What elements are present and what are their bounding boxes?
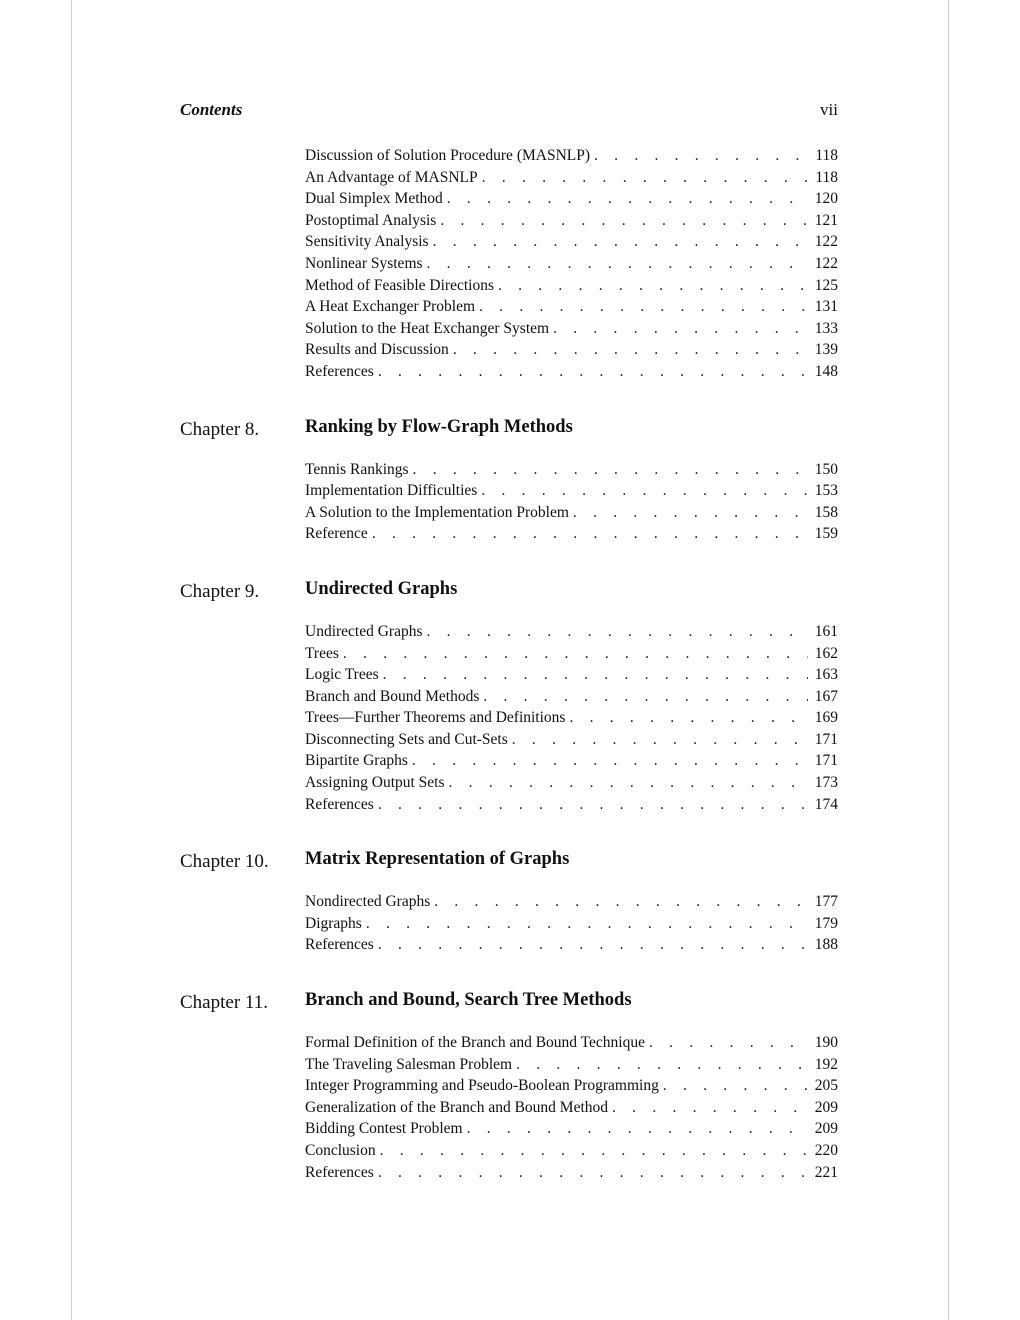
chapter-entries (305, 623, 838, 817)
chapter-heading (180, 990, 838, 1018)
chapter-title: Branch and Bound, Search Tree Methods (305, 990, 632, 1011)
toc-entry-page-number: 121 (814, 211, 838, 229)
dot-leader (663, 1077, 808, 1095)
toc-entry-title: Assigning Output Sets (305, 774, 445, 792)
toc-entry (305, 482, 838, 504)
toc-entry (305, 212, 838, 234)
dot-leader (366, 915, 808, 933)
chapter-label: Chapter 10. (180, 851, 269, 873)
chapter-title: Matrix Representation of Graphs (305, 849, 570, 870)
toc-entry (305, 341, 838, 363)
toc-entry (305, 363, 838, 385)
running-header (180, 100, 838, 124)
toc-entry (305, 504, 838, 526)
toc-entry-title: Digraphs (305, 914, 362, 932)
dot-leader (447, 190, 808, 208)
toc-entry-title: A Heat Exchanger Problem (305, 298, 476, 316)
toc-entry-page-number: 188 (814, 936, 838, 954)
toc-entry (305, 277, 838, 299)
toc-entry-page-number: 122 (814, 254, 838, 272)
dot-leader (553, 320, 808, 338)
toc-entry-title: Nonlinear Systems (305, 254, 423, 272)
dot-leader (343, 645, 808, 663)
toc-entry (305, 525, 838, 547)
toc-entry-page-number: 139 (814, 341, 838, 359)
toc-entry-title: Bidding Contest Problem (305, 1120, 463, 1138)
toc-entry-title: Bipartite Graphs (305, 752, 408, 770)
toc-entry-title: Implementation Difficulties (305, 482, 478, 500)
dot-leader (573, 504, 808, 522)
toc-entry (305, 147, 838, 169)
toc-entry-title: Trees (305, 644, 339, 662)
dot-leader (483, 688, 808, 706)
toc-entry-title: References (305, 362, 374, 380)
toc-entry (305, 623, 838, 645)
dot-leader (453, 341, 808, 359)
toc-entry-page-number: 131 (814, 298, 838, 316)
toc-entry-page-number: 161 (814, 622, 838, 640)
toc-entry (305, 1034, 838, 1056)
dot-leader (372, 525, 808, 543)
toc-entry-page-number: 205 (814, 1077, 838, 1095)
toc-entry-page-number: 118 (815, 147, 838, 164)
toc-entry-title: Generalization of the Branch and Bound Method (305, 1098, 609, 1116)
toc-entry (305, 688, 838, 710)
toc-entry-page-number: 169 (814, 709, 838, 727)
chapter-heading (180, 849, 838, 877)
toc-entry-page-number: 167 (814, 687, 838, 705)
dot-leader (569, 709, 808, 727)
page-edge-right (948, 0, 949, 1320)
dot-leader (612, 1099, 808, 1117)
toc-entry-title: Conclusion (305, 1142, 376, 1159)
chapter-entries (305, 893, 838, 958)
toc-entry-title: A Solution to the Implementation Problem (305, 503, 569, 521)
toc-entry-page-number: 209 (814, 1120, 838, 1138)
dot-leader (378, 363, 808, 381)
toc-entry-title: The Traveling Salesman Problem (305, 1055, 513, 1073)
chapter-title: Undirected Graphs (305, 578, 458, 599)
toc-entry-title: References (305, 1163, 374, 1181)
toc-entry-title: Nondirected Graphs (305, 893, 431, 911)
toc-entry (305, 190, 838, 212)
toc-entry-page-number: 171 (814, 730, 838, 748)
dot-leader (594, 147, 808, 165)
toc-entry (305, 1164, 838, 1186)
dot-leader (427, 255, 808, 273)
toc-entry-page-number: 221 (814, 1163, 838, 1181)
toc-entry-page-number: 158 (814, 503, 838, 521)
dot-leader (412, 752, 808, 770)
toc-entry-page-number: 162 (814, 644, 838, 662)
toc-entry (305, 774, 838, 796)
toc-entry-page-number: 125 (814, 276, 838, 294)
running-header-title: Contents (180, 100, 243, 119)
page-edge-left (71, 0, 72, 1320)
continued-entries (305, 147, 838, 385)
dot-leader (378, 796, 808, 814)
toc-entry (305, 796, 838, 818)
toc-entry-page-number: 148 (814, 362, 838, 380)
toc-entry-page-number: 150 (814, 460, 838, 478)
toc-entry-title: Integer Programming and Pseudo-Boolean Programming (305, 1077, 659, 1095)
chapter-entries (305, 461, 838, 547)
toc-entry (305, 709, 838, 731)
toc-entry-title: References (305, 936, 374, 954)
dot-leader (482, 169, 808, 187)
toc-entry (305, 169, 838, 191)
toc-entry (305, 461, 838, 483)
dot-leader (498, 277, 808, 295)
toc-entry-title: Reference (305, 525, 368, 543)
toc-entry-title: Logic Trees (305, 666, 379, 684)
dot-leader (427, 623, 809, 641)
toc-entry-title: Tennis Rankings (305, 460, 409, 478)
toc-entry-page-number: 118 (815, 168, 838, 186)
dot-leader (378, 1164, 808, 1182)
dot-leader (434, 893, 808, 911)
dot-leader (449, 774, 808, 792)
toc-entry (305, 320, 838, 342)
toc-entry-page-number: 163 (814, 666, 838, 684)
toc-entry (305, 298, 838, 320)
toc-entry-page-number: 174 (814, 795, 838, 813)
toc-entry-page-number: 192 (814, 1055, 838, 1073)
toc-entry-page-number: 122 (814, 233, 838, 251)
toc-entry-title: An Advantage of MASNLP (305, 168, 478, 186)
toc-entry-page-number: 179 (814, 914, 838, 932)
dot-leader (649, 1034, 808, 1052)
toc-entry-page-number: 120 (814, 190, 838, 208)
toc-entry-page-number: 173 (814, 774, 838, 792)
toc-entry-page-number: 177 (814, 893, 838, 911)
chapter-title: Ranking by Flow-Graph Methods (305, 416, 573, 437)
dot-leader (433, 233, 808, 251)
toc-entry-page-number: 133 (814, 319, 838, 337)
toc-entry-title: Solution to the Heat Exchanger System (305, 319, 550, 337)
toc-entry-title: Sensitivity Analysis (305, 233, 429, 251)
chapter-label: Chapter 11. (180, 992, 268, 1014)
toc-entry-title: Branch and Bound Methods (305, 687, 480, 705)
chapter-label: Chapter 9. (180, 580, 260, 602)
toc-entry (305, 1120, 838, 1142)
toc-entry (305, 1077, 838, 1099)
toc-entry-title: Undirected Graphs (305, 622, 423, 640)
toc-entry (305, 1056, 838, 1078)
dot-leader (413, 461, 808, 479)
toc-entry-page-number: 190 (814, 1034, 838, 1052)
dot-leader (378, 936, 808, 954)
toc-entry-title: References (305, 795, 374, 813)
chapter-heading (180, 579, 838, 607)
dot-leader (440, 212, 808, 230)
toc-entry (305, 1099, 838, 1121)
toc-entry (305, 666, 838, 688)
dot-leader (516, 1056, 808, 1074)
toc-entry-page-number: 171 (814, 752, 838, 770)
toc-entry-title: Disconnecting Sets and Cut-Sets (305, 730, 508, 748)
toc-entry-title: Postoptimal Analysis (305, 211, 437, 229)
toc-entry (305, 915, 838, 937)
running-header-page-number: vii (820, 100, 838, 119)
dot-leader (467, 1120, 808, 1138)
toc-entry-title: Formal Definition of the Branch and Bound Technique (305, 1034, 645, 1052)
dot-leader (380, 1142, 808, 1160)
toc-entry-page-number: 153 (814, 482, 838, 500)
dot-leader (383, 666, 808, 684)
toc-entry (305, 233, 838, 255)
toc-entry-title: Method of Feasible Directions (305, 276, 494, 294)
toc-entry-page-number: 159 (814, 525, 838, 543)
toc-entry (305, 893, 838, 915)
table-of-contents (180, 147, 838, 1185)
chapter-entries (305, 1034, 838, 1185)
dot-leader (512, 731, 808, 749)
toc-entry-page-number: 220 (814, 1142, 838, 1159)
chapter-label: Chapter 8. (180, 418, 260, 440)
toc-entry-title: Discussion of Solution Procedure (MASNLP) (305, 147, 591, 164)
toc-entry-page-number: 209 (814, 1098, 838, 1116)
dot-leader (481, 482, 808, 500)
chapter-heading (180, 417, 838, 445)
toc-entry (305, 645, 838, 667)
toc-entry (305, 731, 838, 753)
toc-entry-title: Results and Discussion (305, 341, 449, 359)
toc-entry (305, 936, 838, 958)
toc-entry (305, 752, 838, 774)
dot-leader (479, 298, 808, 316)
toc-entry (305, 1142, 838, 1164)
toc-entry (305, 255, 838, 277)
toc-entry-title: Dual Simplex Method (305, 190, 443, 208)
toc-entry-title: Trees—Further Theorems and Definitions (305, 709, 566, 727)
